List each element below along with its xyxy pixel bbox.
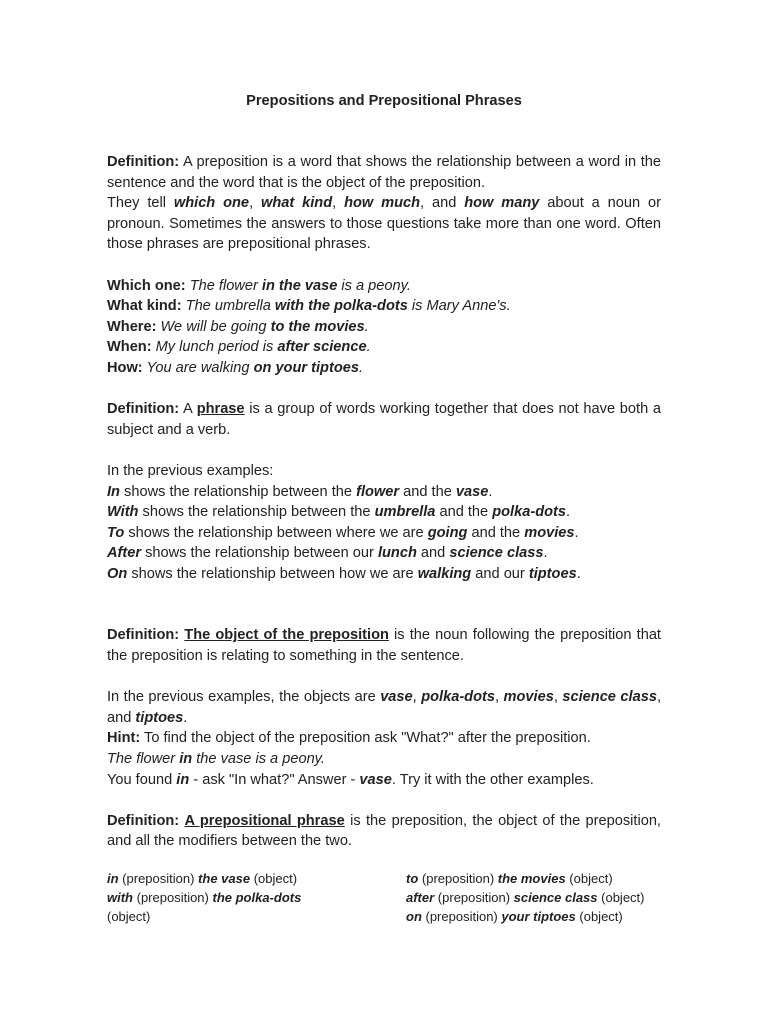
- example-what-kind: What kind: The umbrella with the polka-dots is Mary Anne's.: [107, 298, 511, 315]
- example-which-one: Which one: The flower in the vase is a peony.: [107, 277, 411, 294]
- definition-phrase: Definition: A phrase is a group of words working together that does not have both a subject and a verb.: [107, 401, 661, 438]
- phrase-on: on (preposition) your tiptoes (object): [406, 909, 623, 924]
- definition-object-of-preposition: Definition: The object of the preposition is the noun following the preposition that the preposition is relating to something in the sentence.: [107, 627, 661, 665]
- previous-examples-heading: In the previous examples:: [107, 462, 274, 479]
- example-where: Where: We will be going to the movies.: [107, 318, 369, 335]
- you-found: You found in - ask "In what?" Answer - vase. Try it with the other examples.: [107, 771, 594, 788]
- hint-example: The flower in the vase is a peony.: [107, 751, 325, 768]
- relationship-with: With shows the relationship between the umbrella and the polka-dots.: [107, 504, 571, 521]
- document-body: [107, 152, 661, 852]
- objects-paragraph: In the previous examples, the objects are vase, polka-dots, movies, science class, and tiptoes.: [107, 689, 661, 726]
- relationship-in: In shows the relationship between the flower and the vase.: [107, 483, 493, 500]
- phrase-with: with (preposition) the polka-dots (object): [107, 890, 302, 924]
- hint: Hint: To find the object of the preposition ask "What?" after the preposition.: [107, 730, 591, 747]
- phrase-in: in (preposition) the vase (object): [107, 871, 298, 886]
- definition-preposition: Definition: A preposition is a word that shows the relationship between a word in the sentence and the word that is the object of the preposition.: [107, 154, 661, 191]
- they-tell-paragraph: They tell which one, what kind, how much, and how many about a noun or pronoun. Sometimes the answers to those questions take more than one word. Often those phrases are prepositional phrases.: [107, 195, 662, 253]
- phrase-column-left: [107, 869, 337, 926]
- definition-prepositional-phrase: Definition: A prepositional phrase is the preposition, the object of the preposition, and all the modifiers between the two.: [107, 812, 661, 850]
- relationship-on: On shows the relationship between how we are walking and our tiptoes.: [107, 565, 581, 582]
- page-title: Prepositions and Prepositional Phrases: [246, 93, 522, 109]
- phrase-after: after (preposition) science class (object): [406, 890, 645, 905]
- example-when: When: My lunch period is after science.: [107, 339, 371, 356]
- phrase-to: to (preposition) the movies (object): [406, 871, 613, 886]
- phrase-column-right: [406, 869, 666, 926]
- relationship-after: After shows the relationship between our lunch and science class.: [107, 545, 548, 562]
- relationship-to: To shows the relationship between where we are going and the movies.: [107, 524, 579, 541]
- example-how: How: You are walking on your tiptoes.: [107, 359, 364, 376]
